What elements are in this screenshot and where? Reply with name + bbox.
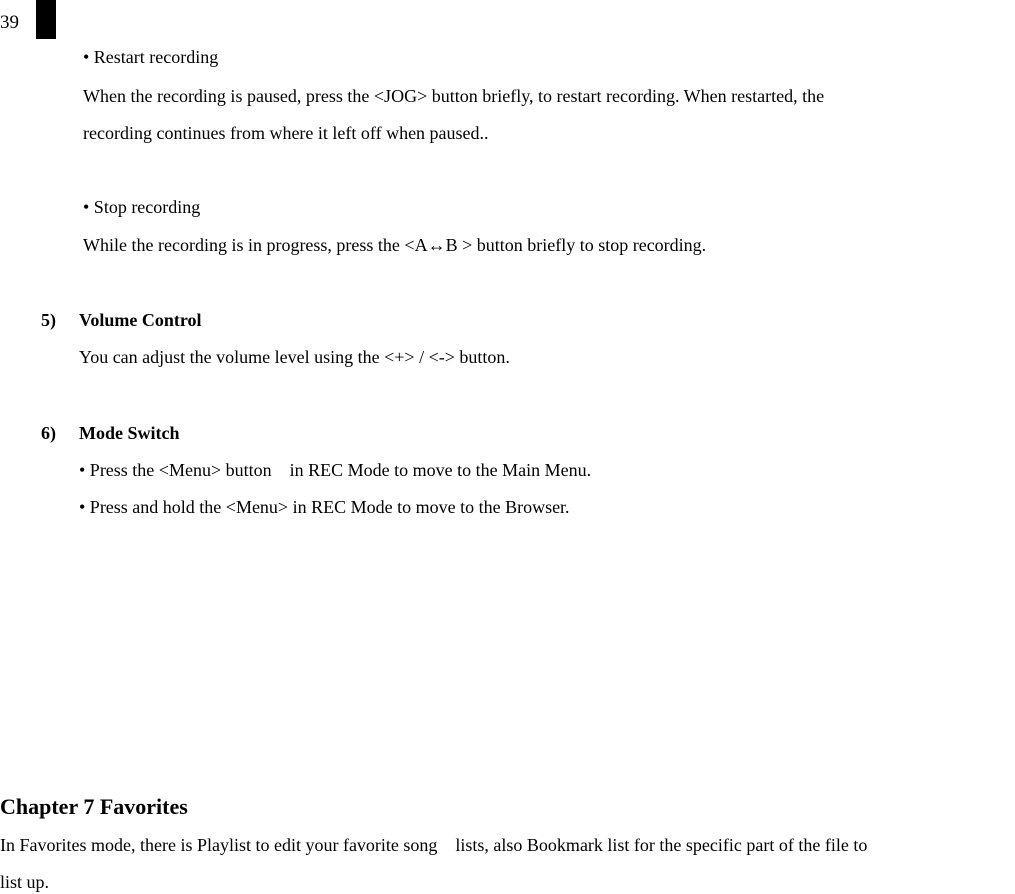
restart-recording-heading: • Restart recording (83, 47, 219, 67)
restart-recording-text-line2: recording continues from where it left off when paused.. (83, 123, 489, 143)
volume-control-text: You can adjust the volume level using the <+> / <-> button. (79, 347, 510, 367)
stop-recording-heading: • Stop recording (83, 197, 201, 217)
mode-switch-bullet-2: • Press and hold the <Menu> in REC Mode to move to the Browser. (79, 497, 570, 517)
mode-switch-bullet-1: • Press the <Menu> button in REC Mode to move to the Main Menu. (79, 460, 592, 480)
chapter-intro-line2: list up. (0, 872, 50, 892)
chapter-title: Chapter 7 Favorites (0, 794, 188, 819)
volume-control-title: Volume Control (79, 310, 202, 330)
chapter-intro-line1: In Favorites mode, there is Playlist to edit your favorite song lists, also Bookmark list for the specific part of the file to (0, 835, 868, 855)
mode-switch-number: 6) (41, 423, 56, 443)
mode-switch-title: Mode Switch (79, 423, 180, 443)
page-number: 39 (0, 12, 19, 33)
stop-recording-text: While the recording is in progress, press the <A↔B > button briefly to stop recording. (83, 235, 707, 255)
restart-recording-text-line1: When the recording is paused, press the <JOG> button briefly, to restart recording. When restarted, the (83, 86, 825, 106)
page-marker-bar (36, 0, 56, 39)
volume-control-number: 5) (41, 310, 56, 330)
